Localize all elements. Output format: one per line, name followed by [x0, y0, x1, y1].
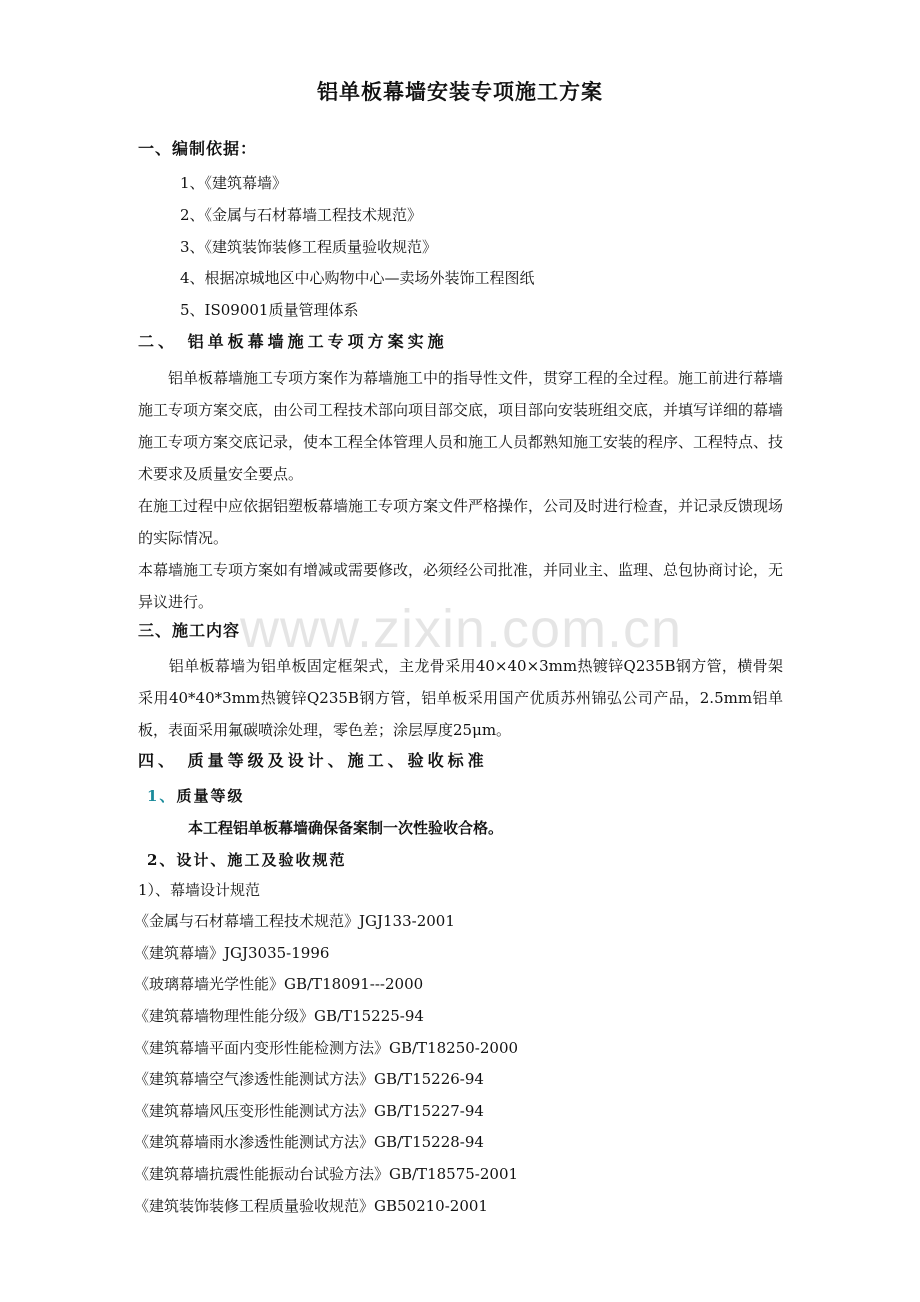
- basis-item-1: 1、《建筑幕墙》: [180, 174, 288, 192]
- curtain-wall-design-standards-label: 1）、幕墙设计规范: [138, 881, 261, 899]
- section-3-heading: 三、施工内容: [138, 621, 241, 640]
- section-2-paragraph-1: 铝单板幕墙施工专项方案作为幕墙施工中的指导性文件，贯穿工程的全过程。施工前进行幕墙施工专项方案交底，由公司工程技术部向项目部交底，项目部向安装班组交底，并填写详细的幕墙施工专项方案交底记录，使本工程全体管理人员和施工人员都熟知施工安装的程序、工程特点、技术要求及质量安全要点。: [138, 369, 784, 483]
- standard-item-1: 《金属与石材幕墙工程技术规范》JGJ133-2001: [134, 912, 455, 930]
- quality-grade-number: 1、: [147, 787, 177, 805]
- section-2-paragraph-3: 本幕墙施工专项方案如有增减或需要修改，必须经公司批准，并同业主、监理、总包协商讨论，无异议进行。: [138, 561, 784, 611]
- basis-item-3: 3、《建筑装饰装修工程质量验收规范》: [180, 238, 438, 256]
- standard-item-3: 《玻璃幕墙光学性能》GB/T18091---2000: [134, 975, 424, 993]
- standard-item-4: 《建筑幕墙物理性能分级》GB/T15225-94: [134, 1007, 424, 1025]
- quality-grade-heading: [147, 786, 244, 806]
- section-2-paragraph-2: 在施工过程中应依据铝塑板幕墙施工专项方案文件严格操作，公司及时进行检查，并记录反馈现场的实际情况。: [138, 497, 784, 547]
- watermark: www.zixin.com.cn: [240, 599, 683, 659]
- standard-item-5: 《建筑幕墙平面内变形性能检测方法》GB/T18250-2000: [134, 1039, 519, 1057]
- basis-item-2: 2、《金属与石材幕墙工程技术规范》: [180, 206, 423, 224]
- standard-item-8: 《建筑幕墙雨水渗透性能测试方法》GB/T15228-94: [134, 1133, 484, 1151]
- standard-item-6: 《建筑幕墙空气渗透性能测试方法》GB/T15226-94: [134, 1070, 484, 1088]
- design-standards-heading: 2、设计、施工及验收规范: [147, 851, 347, 869]
- basis-item-4: 4、根据凉城地区中心购物中心—卖场外装饰工程图纸: [180, 269, 535, 287]
- basis-item-5: 5、IS09001质量管理体系: [180, 301, 359, 319]
- section-2-heading: 二、 铝单板幕墙施工专项方案实施: [138, 332, 448, 351]
- section-3-paragraph: 铝单板幕墙为铝单板固定框架式，主龙骨采用40×40×3mm热镀锌Q235B钢方管，横骨架采用40*40*3mm热镀锌Q235B钢方管，铝单板采用国产优质苏州锦弘公司产品，2.5mm铝单板，表面采用氟碳喷涂处理，零色差；涂层厚度25μm。: [138, 657, 783, 739]
- quality-grade-label: 质量等级: [176, 787, 245, 805]
- section-1-heading: 一、编制依据：: [138, 139, 258, 158]
- standard-item-10: 《建筑装饰装修工程质量验收规范》GB50210-2001: [134, 1197, 488, 1215]
- document-title: 铝单板幕墙安装专项施工方案: [317, 79, 603, 104]
- standard-item-7: 《建筑幕墙风压变形性能测试方法》GB/T15227-94: [134, 1102, 484, 1120]
- quality-grade-body: 本工程铝单板幕墙确保备案制一次性验收合格。: [188, 819, 504, 837]
- section-4-heading: 四、 质量等级及设计、施工、验收标准: [138, 751, 488, 770]
- standard-item-2: 《建筑幕墙》JGJ3035-1996: [134, 944, 330, 962]
- standard-item-9: 《建筑幕墙抗震性能振动台试验方法》GB/T18575-2001: [134, 1165, 519, 1183]
